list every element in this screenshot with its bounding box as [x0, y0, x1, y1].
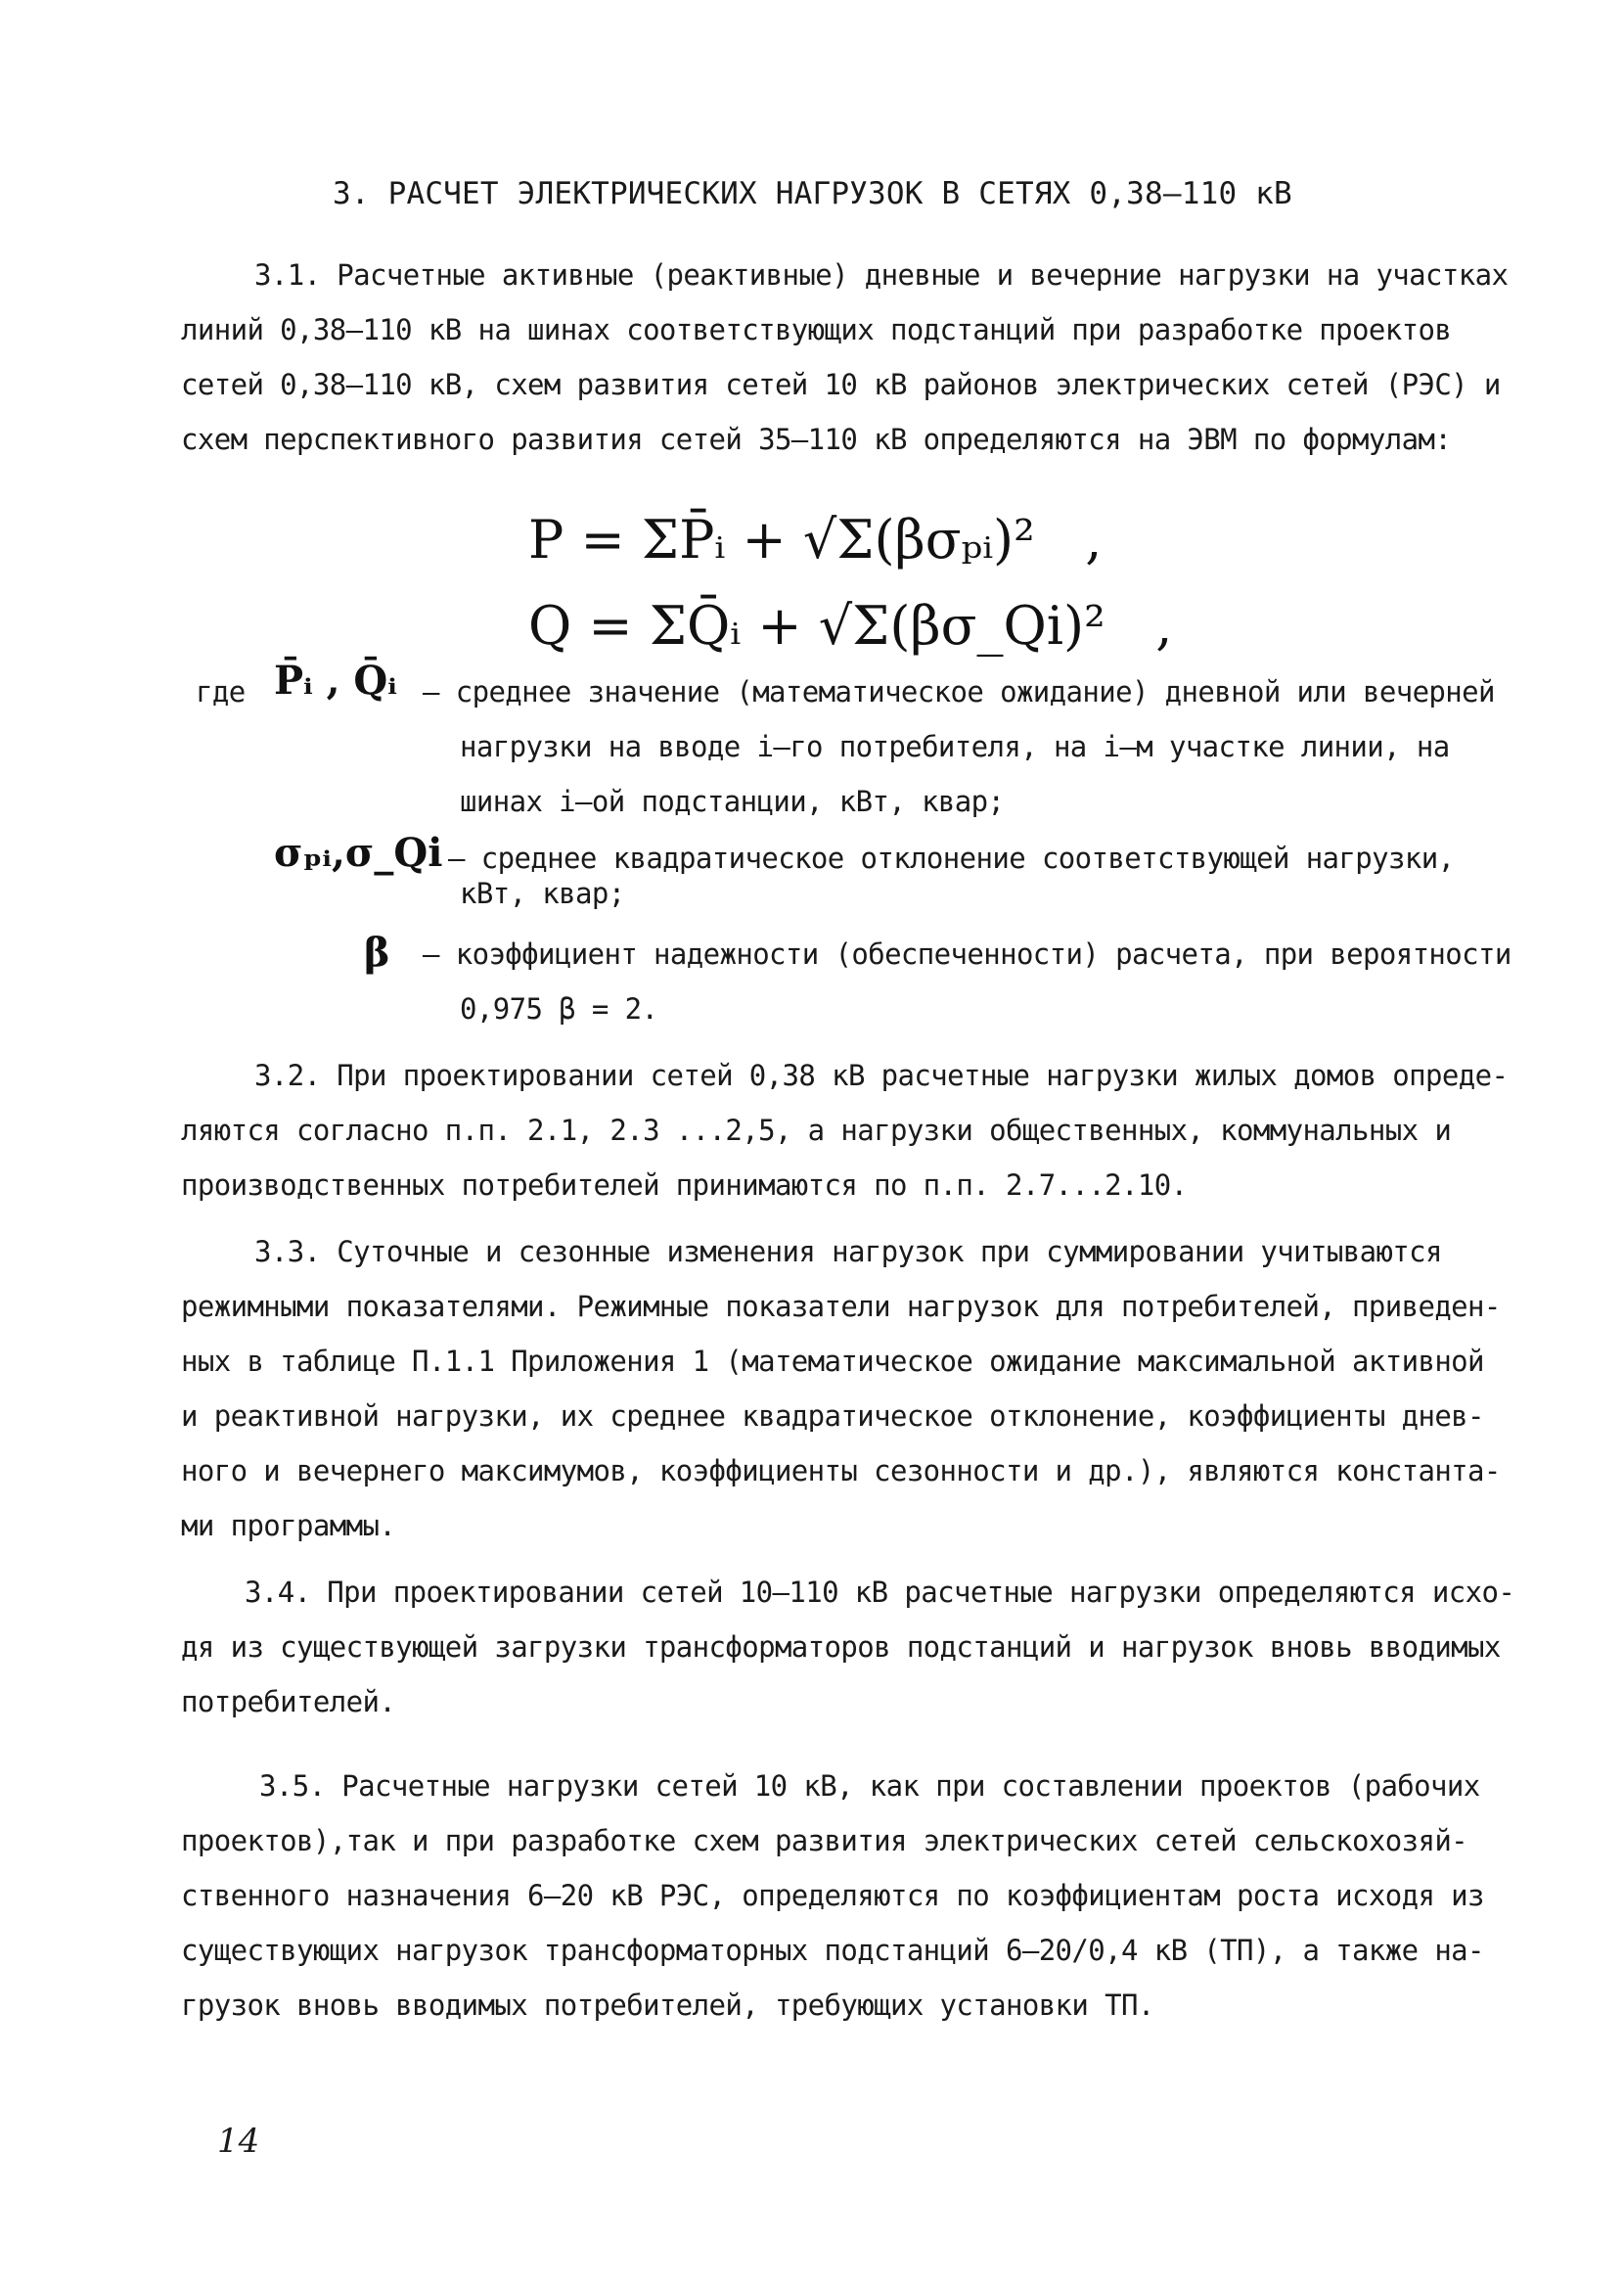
paragraph-3-2-line: производственных потребителей принимаются по п.п. 2.7...2.10.: [181, 1168, 1188, 1202]
paragraph-3-5-line: грузок вновь вводимых потребителей, требующих установки ТП.: [181, 1989, 1154, 2022]
paragraph-3-5-line: существующих нагрузок трансформаторных подстанций 6–20/0,4 кВ (ТП), а также на-: [181, 1934, 1484, 1967]
definition-beta-line: – коэффициент надежности (обеспеченности) расчета, при вероятности: [423, 937, 1511, 971]
paragraph-3-5-line: проектов),так и при разработке схем развития электрических сетей сельскохозяй-: [181, 1824, 1468, 1857]
formula-q: Q = ΣQ̄ᵢ + √Σ(βσ_Qi)² ,: [528, 595, 1173, 657]
paragraph-3-2-line: 3.2. При проектировании сетей 0,38 кВ расчетные нагрузки жилых домов опреде-: [254, 1059, 1509, 1092]
definition-std-line: – среднее квадратическое отклонение соответствующей нагрузки,: [448, 842, 1455, 875]
paragraph-3-1-line: схем перспективного развития сетей 35–110 кВ определяются на ЭВМ по формулам:: [181, 423, 1452, 456]
paragraph-3-3-line: ных в таблице П.1.1 Приложения 1 (математическое ожидание максимальной активной: [181, 1345, 1484, 1378]
formula-p: P = ΣP̄ᵢ + √Σ(βσₚᵢ)² ,: [528, 509, 1103, 571]
definition-mean-line: нагрузки на вводе i–го потребителя, на i–м участке линии, на: [460, 730, 1450, 763]
page-number: 14: [217, 2122, 260, 2161]
paragraph-3-2-line: ляются согласно п.п. 2.1, 2.3 ...2,5, а нагрузки общественных, коммунальных и: [181, 1114, 1452, 1147]
paragraph-3-1-line: сетей 0,38–110 кВ, схем развития сетей 10 кВ районов электрических сетей (РЭС) и: [181, 368, 1501, 401]
definition-mean-line: шинах i–ой подстанции, кВт, квар;: [460, 785, 1005, 818]
paragraph-3-3-line: 3.3. Суточные и сезонные изменения нагрузок при суммировании учитываются: [254, 1235, 1442, 1268]
symbol-beta: β: [364, 930, 390, 976]
paragraph-3-5-line: 3.5. Расчетные нагрузки сетей 10 кВ, как при составлении проектов (рабочих: [259, 1769, 1480, 1803]
paragraph-3-4-line: 3.4. При проектировании сетей 10–110 кВ расчетные нагрузки определяются исхо-: [245, 1576, 1515, 1609]
paragraph-3-3-line: ного и вечернего максимумов, коэффициенты сезонности и др.), являются константа-: [181, 1454, 1501, 1487]
paragraph-3-5-line: ственного назначения 6–20 кВ РЭС, определяются по коэффициентам роста исходя из: [181, 1879, 1484, 1912]
paragraph-3-3-line: режимными показателями. Режимные показатели нагрузок для потребителей, приведен-: [181, 1290, 1501, 1323]
symbol-std-deviation: σₚᵢ,σ_Qi: [274, 830, 443, 876]
where-label: где: [196, 675, 246, 709]
paragraph-3-1-line: линий 0,38–110 кВ на шинах соответствующих подстанций при разработке проектов: [181, 313, 1452, 346]
definition-std-line: кВт, квар;: [460, 877, 625, 910]
paragraph-3-3-line: ми программы.: [181, 1509, 396, 1542]
paragraph-3-3-line: и реактивной нагрузки, их среднее квадратическое отклонение, коэффициенты днев-: [181, 1399, 1484, 1433]
definition-mean-line: – среднее значение (математическое ожидание) дневной или вечерней: [423, 675, 1495, 709]
section-title: 3. РАСЧЕТ ЭЛЕКТРИЧЕСКИХ НАГРУЗОК В СЕТЯХ 0,38–110 кВ: [333, 176, 1292, 211]
paragraph-3-1-line: 3.1. Расчетные активные (реактивные) дневные и вечерние нагрузки на участках: [254, 258, 1509, 292]
symbol-mean-loads: P̄ᵢ , Q̄ᵢ: [274, 658, 397, 704]
paragraph-3-4-line: потребителей.: [181, 1685, 396, 1718]
paragraph-3-4-line: дя из существующей загрузки трансформаторов подстанций и нагрузок вновь вводимых: [181, 1630, 1501, 1664]
definition-beta-line: 0,975 β = 2.: [460, 992, 658, 1026]
